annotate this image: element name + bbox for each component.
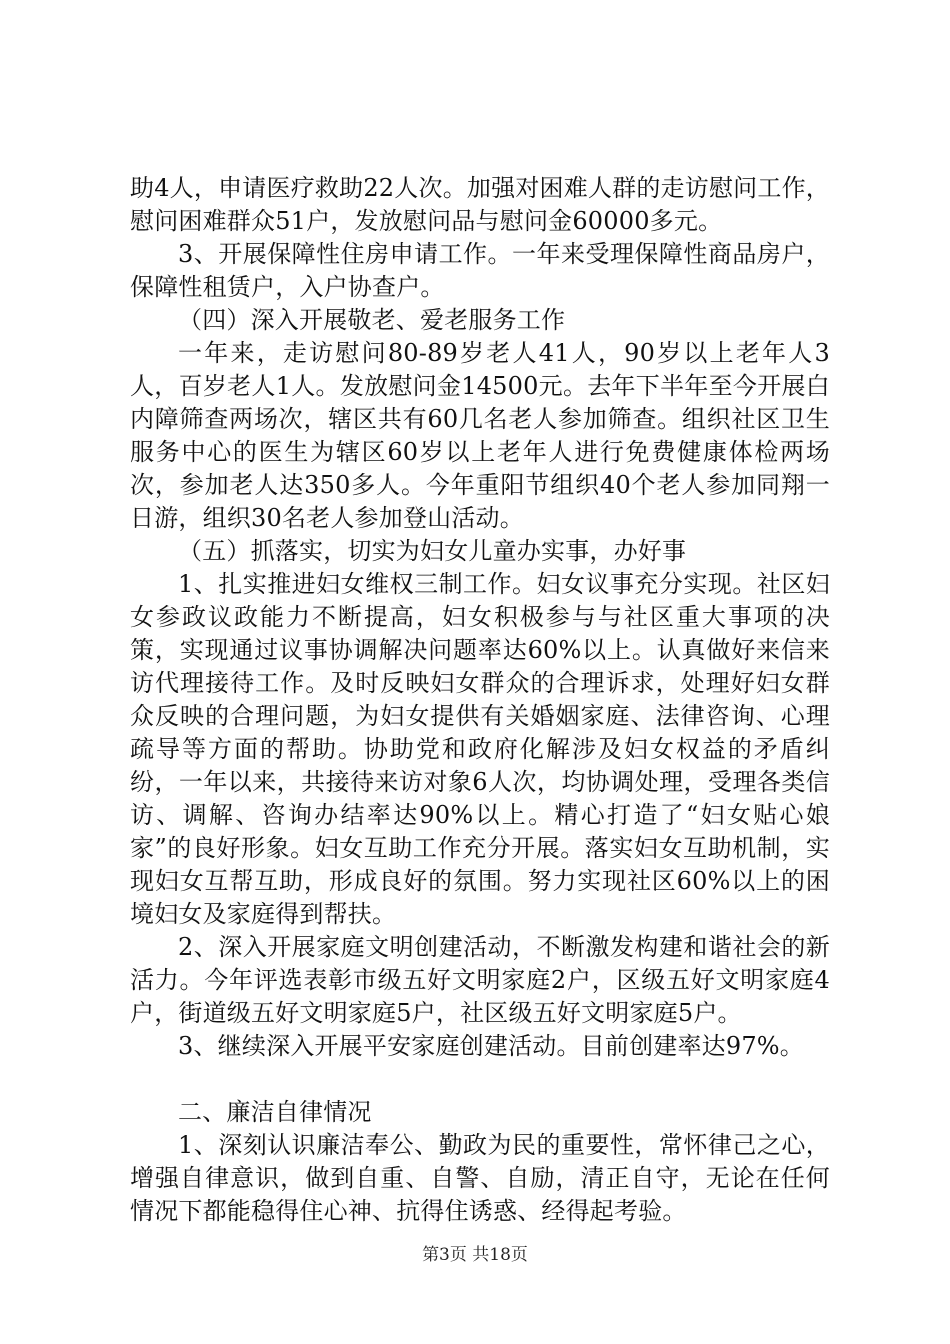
paragraph-gap <box>130 1063 830 1096</box>
section-heading-women-children: （五）抓落实，切实为妇女儿童办实事，办好事 <box>178 537 687 565</box>
document-body <box>130 172 830 1228</box>
section-heading-integrity: 二、廉洁自律情况 <box>178 1098 372 1126</box>
paragraph-elderly-visits: 一年来，走访慰问80-89岁老人41人，90岁以上老年人3人，百岁老人1人。发放慰问金14500元。去年下半年至今开展白内障筛查两场次，辖区共有60几名老人参加筛查。组织社区卫生服务中心的医生为辖区60岁以上老年人进行免费健康体检两场次，参加老人达350多人。今年重阳节组织40个老人参加同翔一日游，组织30名老人参加登山活动。 <box>130 339 830 532</box>
paragraph-family-civilization: 2、深入开展家庭文明创建活动，不断激发构建和谐社会的新活力。今年评选表彰市级五好文明家庭2户，区级五好文明家庭4户，街道级五好文明家庭5户，社区级五好文明家庭5户。 <box>130 933 830 1027</box>
paragraph-housing: 3、开展保障性住房申请工作。一年来受理保障性商品房户，保障性租赁户，入户协查户。 <box>130 240 830 301</box>
paragraph-women-rights: 1、扎实推进妇女维权三制工作。妇女议事充分实现。社区妇女参政议政能力不断提高，妇女积极参与与社区重大事项的决策，实现通过议事协调解决问题率达60%以上。认真做好来信来访代理接待工作。及时反映妇女群众的合理诉求，处理好妇女群众反映的合理问题，为妇女提供有关婚姻家庭、法律咨询、心理疏导等方面的帮助。协助党和政府化解涉及妇女权益的矛盾纠纷，一年以来，共接待来访对象6人次，均协调处理，受理各类信访、调解、咨询办结率达90%以上。精心打造了“妇女贴心娘家”的良好形象。妇女互助工作充分开展。落实妇女互助机制，实现妇女互帮互助，形成良好的氛围。努力实现社区60%以上的困境妇女及家庭得到帮扶。 <box>130 570 830 928</box>
paragraph-safe-family: 3、继续深入开展平安家庭创建活动。目前创建率达97%。 <box>178 1032 805 1060</box>
section-heading-elderly-service: （四）深入开展敬老、爱老服务工作 <box>178 306 566 334</box>
paragraph-continuation: 助4人，申请医疗救助22人次。加强对困难人群的走访慰问工作，慰问困难群众51户，发放慰问品与慰问金60000多元。 <box>130 174 830 235</box>
paragraph-integrity: 1、深刻认识廉洁奉公、勤政为民的重要性，常怀律己之心，增强自律意识，做到自重、自警、自励，清正自守，无论在任何情况下都能稳得住心神、抗得住诱惑、经得起考验。 <box>130 1131 830 1225</box>
page-number-footer: 第3页 共18页 <box>422 1245 528 1265</box>
